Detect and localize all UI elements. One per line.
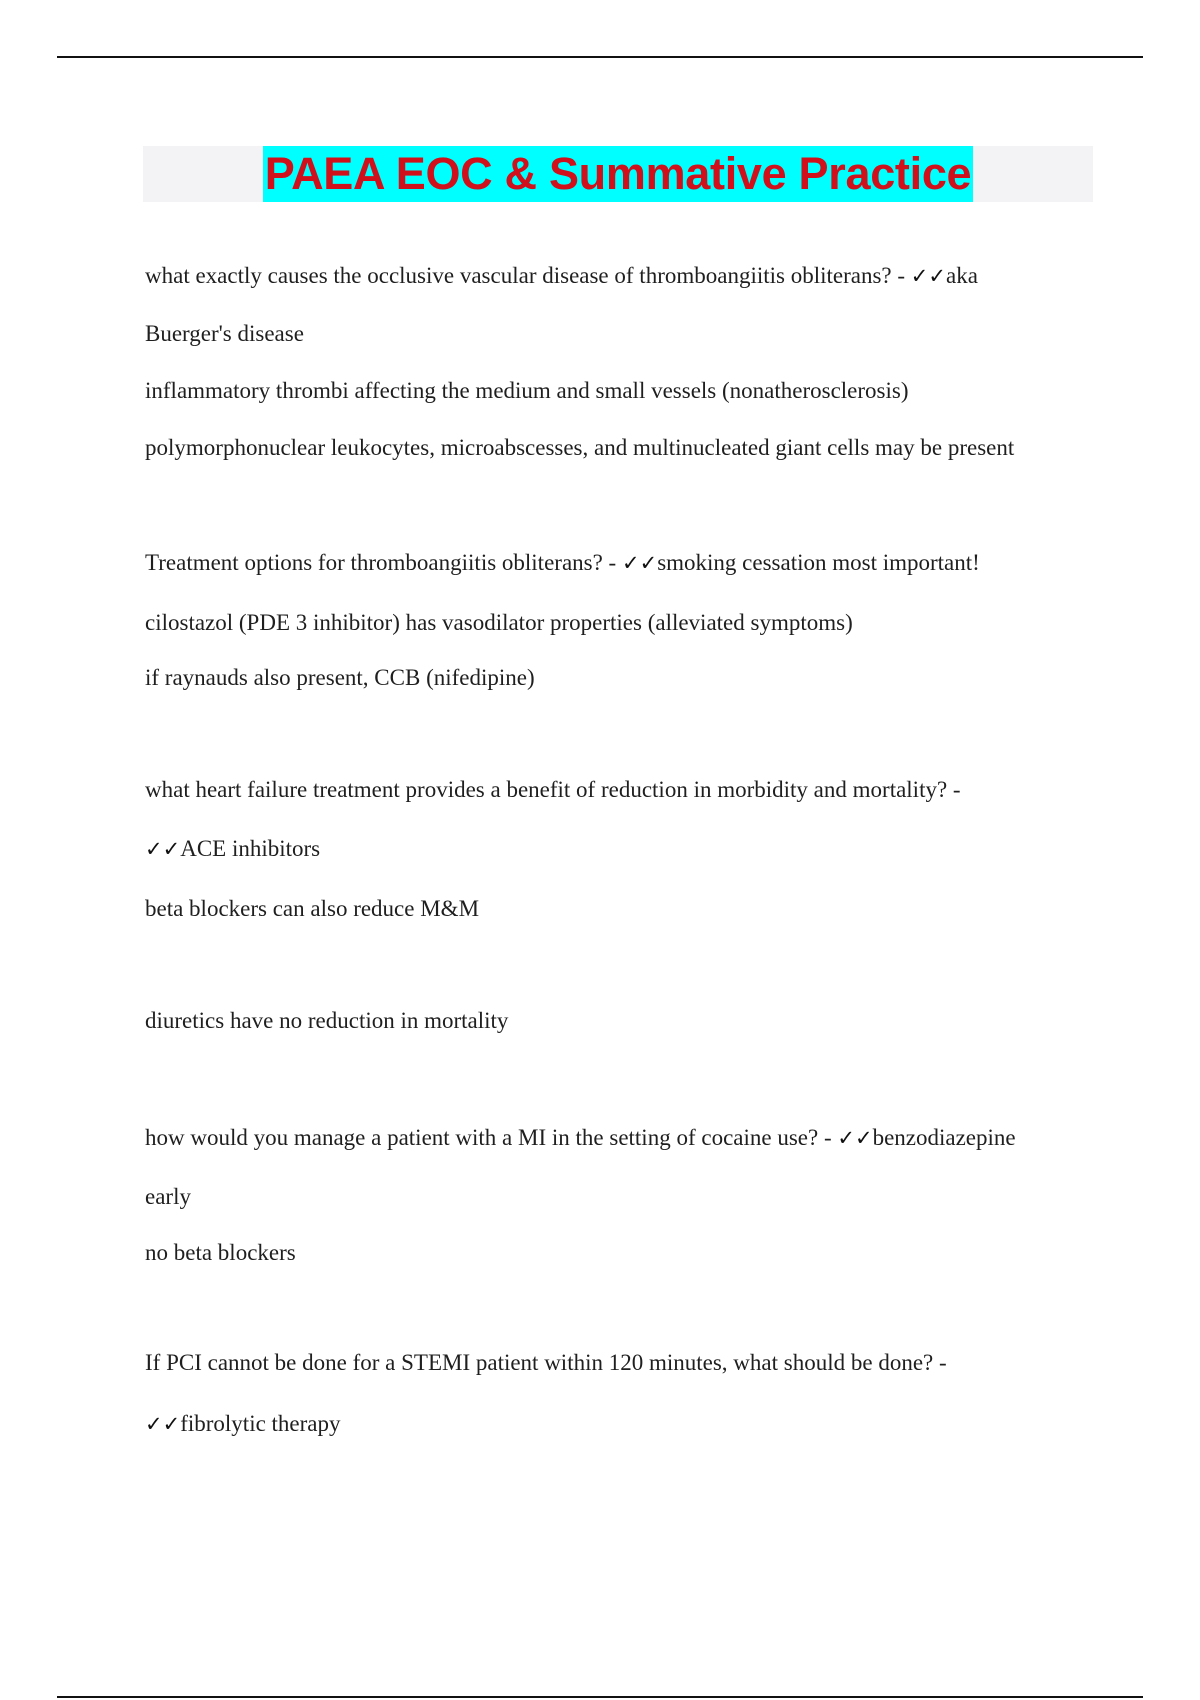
- question-line: [145, 264, 978, 287]
- answer-line: cilostazol (PDE 3 inhibitor) has vasodilator properties (alleviated symptoms): [145, 610, 853, 635]
- answer-text: ACE inhibitors: [180, 836, 321, 861]
- answer-text: aka: [945, 263, 978, 288]
- double-check-icon: ✓✓: [621, 551, 658, 575]
- top-rule: [57, 56, 1143, 58]
- question-line: [145, 1351, 947, 1374]
- answer-line: if raynauds also present, CCB (nifedipine): [145, 665, 535, 690]
- question-text: If PCI cannot be done for a STEMI patient within 120 minutes, what should be done? -: [145, 1350, 947, 1375]
- question-text: what exactly causes the occlusive vascular disease of thromboangiitis obliterans? -: [145, 263, 906, 288]
- question-text: what heart failure treatment provides a benefit of reduction in morbidity and mortality? -: [145, 777, 961, 802]
- answer-line: [145, 1412, 341, 1435]
- question-text: Treatment options for thromboangiitis obliterans? -: [145, 550, 617, 575]
- double-check-icon: ✓✓: [910, 264, 946, 288]
- question-text: how would you manage a patient with a MI in the setting of cocaine use? -: [145, 1125, 832, 1150]
- answer-line: early: [145, 1184, 191, 1209]
- double-check-icon: ✓✓: [145, 837, 181, 861]
- answer-line: no beta blockers: [145, 1240, 296, 1265]
- answer-text: benzodiazepine: [872, 1125, 1016, 1150]
- answer-line: diuretics have no reduction in mortality: [145, 1008, 509, 1033]
- question-line: [145, 778, 961, 801]
- document-title: PAEA EOC & Summative Practice: [263, 146, 974, 202]
- double-check-icon: ✓✓: [145, 1412, 181, 1436]
- bottom-rule: [57, 1696, 1143, 1698]
- answer-text: smoking cessation most important!: [657, 550, 980, 575]
- title-banner: [143, 146, 1093, 202]
- question-line: [145, 551, 980, 574]
- question-line: [145, 1126, 1016, 1149]
- answer-line: polymorphonuclear leukocytes, microabscesses, and multinucleated giant cells may be present: [145, 435, 1015, 460]
- answer-line: inflammatory thrombi affecting the medium and small vessels (nonatherosclerosis): [145, 378, 909, 403]
- answer-line: [145, 837, 320, 860]
- answer-line: beta blockers can also reduce M&M: [145, 896, 480, 921]
- answer-line: Buerger's disease: [145, 321, 304, 346]
- double-check-icon: ✓✓: [837, 1126, 873, 1150]
- answer-text: fibrolytic therapy: [180, 1411, 341, 1436]
